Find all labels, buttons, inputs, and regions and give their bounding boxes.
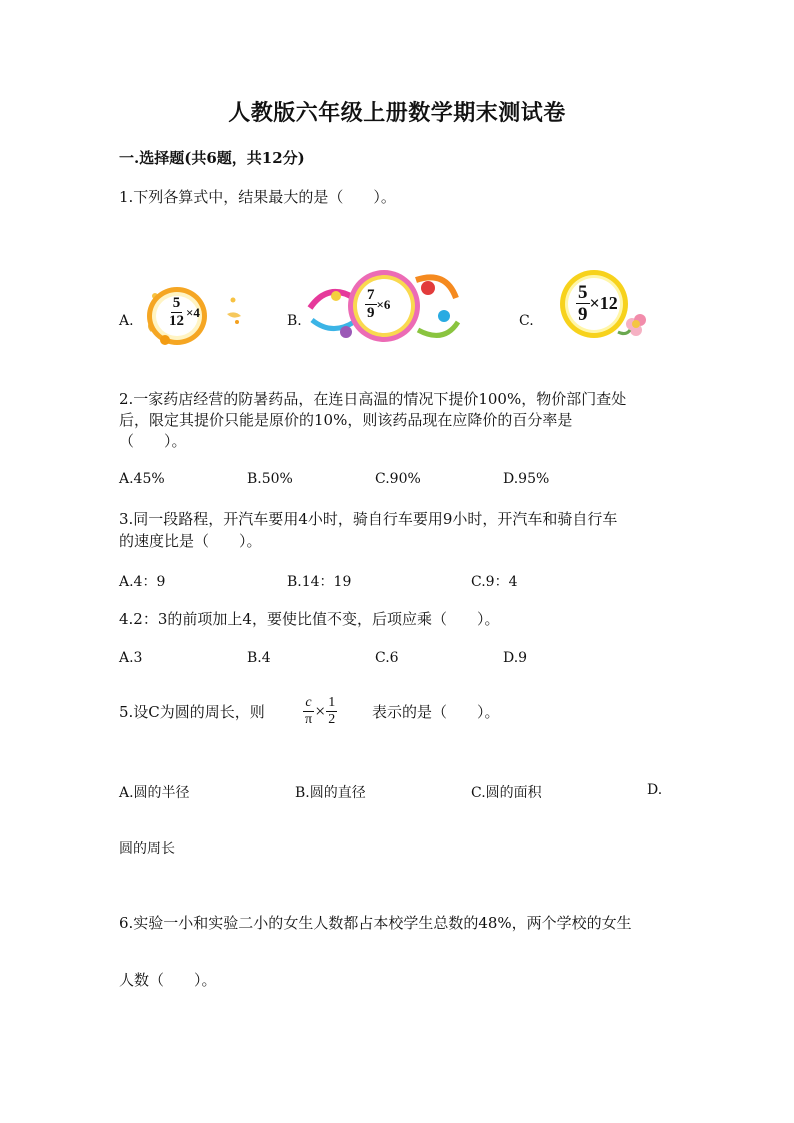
question-5-stem-before: 5.设C为圆的周长，则	[119, 703, 265, 721]
question-1-stem: 1.下列各算式中，结果最大的是（ ）。	[119, 188, 396, 206]
q5-option-d-label: D.	[647, 782, 663, 798]
fraction-denominator: 9	[367, 305, 375, 321]
q1-option-a-fraction	[167, 296, 186, 329]
q2-option-b: B.50%	[247, 471, 293, 487]
q1-option-b-expression	[365, 288, 390, 321]
fraction-denominator: 2	[328, 712, 336, 727]
q5-option-d-text: 圆的周长	[119, 841, 175, 857]
q1-option-b-fraction	[365, 288, 377, 321]
q5-option-c: C.圆的面积	[471, 785, 542, 801]
q2-option-a: A.45%	[119, 471, 165, 487]
q5-option-b: B.圆的直径	[295, 785, 366, 801]
q2-option-c: C.90%	[375, 471, 421, 487]
multiply-tail: ×12	[589, 293, 618, 313]
q4-option-a: A.3	[119, 650, 143, 666]
fraction-numerator: 5	[172, 295, 181, 311]
question-6-stem-line-1: 6.实验一小和实验二小的女生人数都占本校学生总数的48%，两个学校的女生	[119, 914, 632, 932]
q1-option-a-label: A.	[119, 313, 134, 329]
q1-option-c-fraction	[576, 283, 590, 324]
fraction-numerator: 7	[367, 287, 375, 303]
fraction-numerator: 5	[578, 282, 588, 303]
multiply-tail: ×6	[376, 296, 391, 312]
section-heading: 一.选择题(共6题，共12分)	[119, 149, 305, 167]
fraction-denominator: 9	[578, 304, 588, 325]
fraction-numerator: c	[305, 695, 312, 710]
q1-option-c-label: C.	[519, 313, 534, 329]
q4-option-b: B.4	[247, 650, 271, 666]
q1-option-c-expression	[576, 283, 618, 324]
question-2-stem-line-2: 后，限定其提价只能是原价的10%，则该药品现在应降价的百分率是	[119, 411, 573, 429]
question-5-stem-after: 表示的是（ ）。	[372, 703, 500, 721]
question-2-stem-line-1: 2.一家药店经营的防暑药品，在连日高温的情况下提价100%，物价部门查处	[119, 390, 627, 408]
fraction-denominator: π	[305, 712, 313, 727]
q3-option-c: C.9：4	[471, 574, 518, 590]
q4-option-c: C.6	[375, 650, 399, 666]
question-6-stem-line-2: 人数（ ）。	[119, 971, 217, 989]
fraction-numerator: 1	[328, 695, 336, 710]
q5-fraction-one-half	[326, 696, 337, 727]
question-3-stem-line-2: 的速度比是（ ）。	[119, 532, 262, 550]
fraction-denominator: 12	[169, 313, 184, 329]
q1-option-a-expression	[167, 296, 200, 329]
question-2-stem-line-3: （ ）。	[119, 432, 187, 450]
multiply-sign: ×	[315, 701, 326, 721]
question-4-stem: 4.2：3的前项加上4，要使比值不变，后项应乘（ ）。	[119, 610, 500, 628]
q5-fraction-c-over-pi	[303, 696, 314, 727]
q5-expression	[303, 696, 337, 727]
q5-option-a: A.圆的半径	[119, 785, 190, 801]
q3-option-b: B.14：19	[287, 574, 352, 590]
multiply-tail: ×4	[186, 304, 200, 320]
page-title: 人教版六年级上册数学期末测试卷	[228, 100, 566, 126]
q3-option-a: A.4：9	[119, 574, 166, 590]
q4-option-d: D.9	[503, 650, 528, 666]
q1-option-b-label: B.	[287, 313, 302, 329]
question-3-stem-line-1: 3.同一段路程，开汽车要用4小时，骑自行车要用9小时，开汽车和骑自行车	[119, 510, 618, 528]
q2-option-d: D.95%	[503, 471, 550, 487]
